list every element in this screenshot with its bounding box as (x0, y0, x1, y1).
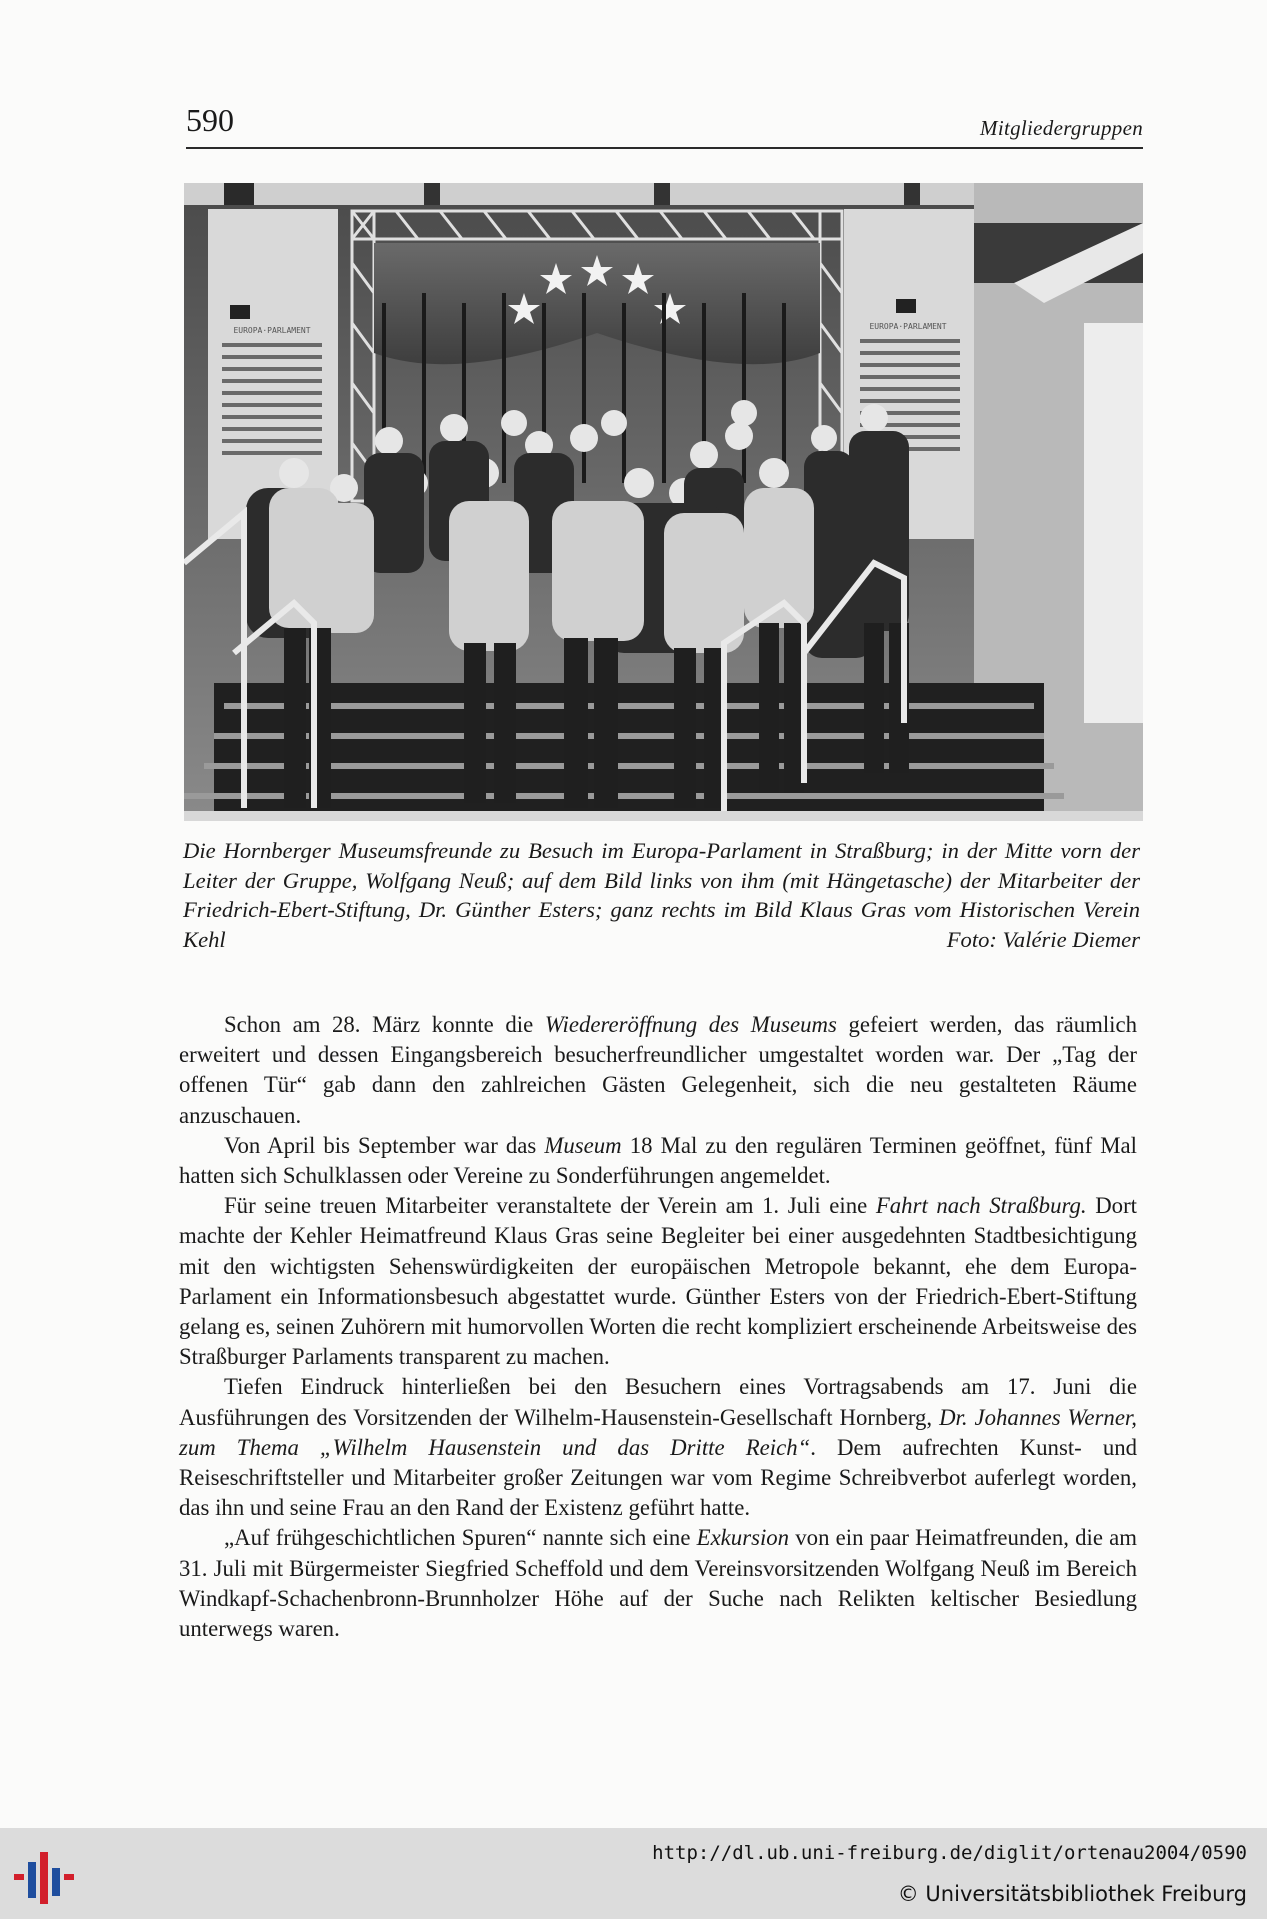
emphasis-text: Museum (544, 1132, 622, 1158)
running-head: Mitgliedergruppen (980, 116, 1143, 140)
paragraph-reopening (179, 1010, 1137, 1131)
paragraph-text: Für seine treuen Mitarbeiter veranstaltete der Verein am 1. Juli eine (224, 1193, 876, 1219)
paragraph-text: Dort machte der Kehler Heimatfreund Klaus Gras seine Begleiter bei einer ausgedehnten Stadtbesichtigung mit den wichtigsten Sehenswürdigkeiten der europäischen Metropole bekannt, ehe dem Europa-Parlament ein Informationsbesuch abgestattet wurde. Günther Esters von der Friedrich-Ebert-Stiftung gelang es, seinen Zuhörern mit humorvollen Worten die recht kompliziert erscheinende Arbeitsweise des Straßburger Parlaments transparent zu machen. (179, 1193, 1137, 1370)
paragraph-text: gefeiert werden, das räumlich erweitert und dessen Eingangsbereich besucherfreundlicher umgestaltet worden war. Der „Tag der offenen Tür“ gab dann den zahlreichen Gästen Gelegenheit, sich die neu gestalteten Räume anzuschauen. (179, 1012, 1138, 1128)
plaque-text-left: EUROPA·PARLAMENT (233, 326, 311, 335)
group-photo (184, 183, 1143, 821)
paragraph-text: 18 Mal zu den regulären Terminen geöffnet, fünf Mal hatten sich Schulklassen oder Vereine zu Sonderführungen angemeldet. (179, 1132, 1137, 1189)
paragraph-text: . Dem aufrechten Kunst- und Reiseschriftsteller und Mitarbeiter großer Zeitungen war vom Regime Schreibverbot auferlegt worden, das ihn und seine Frau an den Rand der Existenz geführt hatte. (179, 1434, 1138, 1521)
viewer-footer (0, 1828, 1267, 1919)
page-number: 590 (186, 102, 234, 138)
paragraph-text: Tiefen Eindruck hinterließen bei den Besuchern eines Vortragsabends am 17. Juni die Ausführungen des Vorsitzenden der Wilhelm-Hausenstein-Gesellschaft Hornberg, (179, 1374, 1137, 1430)
photo-caption (183, 836, 1140, 954)
paragraph-opening-hours (179, 1131, 1137, 1191)
emphasis-text: Dr. Johannes Werner, zum Thema „Wilhelm Hausenstein und das Dritte Reich“ (179, 1404, 1137, 1460)
paragraph-text: Von April bis September war das (224, 1132, 545, 1158)
emphasis-text: Exkursion (696, 1525, 790, 1551)
body-text (179, 1010, 1137, 1644)
emphasis-text: Wiedereröffnung des Museums (544, 1012, 837, 1037)
copyright-notice: © Universitätsbibliothek Freiburg (897, 1882, 1247, 1906)
paragraph-text: Schon am 28. März konnte die (224, 1012, 545, 1037)
paragraph-strasbourg-trip (179, 1191, 1137, 1372)
emphasis-text: Fahrt nach Straßburg. (875, 1193, 1087, 1219)
page-url-link[interactable]: http://dl.ub.uni-freiburg.de/diglit/ortenau2004/0590 (652, 1842, 1247, 1864)
photo-credit: Foto: Valérie Diemer (946, 926, 1140, 952)
paragraph-text: von ein paar Heimatfreunden, die am 31. Juli mit Bürgermeister Siegfried Scheffold und dem Vereinsvorsitzenden Wolfgang Neuß im Bereich Windkapf-Schachenbronn-Brunnholzer Höhe auf der Suche nach Relikten keltischer Besiedlung unterwegs waren. (179, 1525, 1137, 1642)
plaque-text-right: EUROPA·PARLAMENT (869, 322, 947, 331)
library-logo-icon[interactable] (14, 1852, 78, 1904)
caption-text: Die Hornberger Museumsfreunde zu Besuch im Europa-Parlament in Straßburg; in der Mitte vorn der Leiter der Gruppe, Wolfgang Neuß; auf dem Bild links von ihm (mit Hängetasche) der Mitarbeiter der Friedrich-Ebert-Stiftung, Dr. Günther Esters; ganz rechts im Bild Klaus Gras vom Historischen Verein Kehl (183, 838, 1140, 952)
paragraph-excursion (179, 1523, 1137, 1644)
header-rule (186, 147, 1143, 149)
paragraph-text: „Auf frühgeschichtlichen Spuren“ nannte sich eine (224, 1525, 697, 1551)
paragraph-lecture (179, 1372, 1137, 1523)
